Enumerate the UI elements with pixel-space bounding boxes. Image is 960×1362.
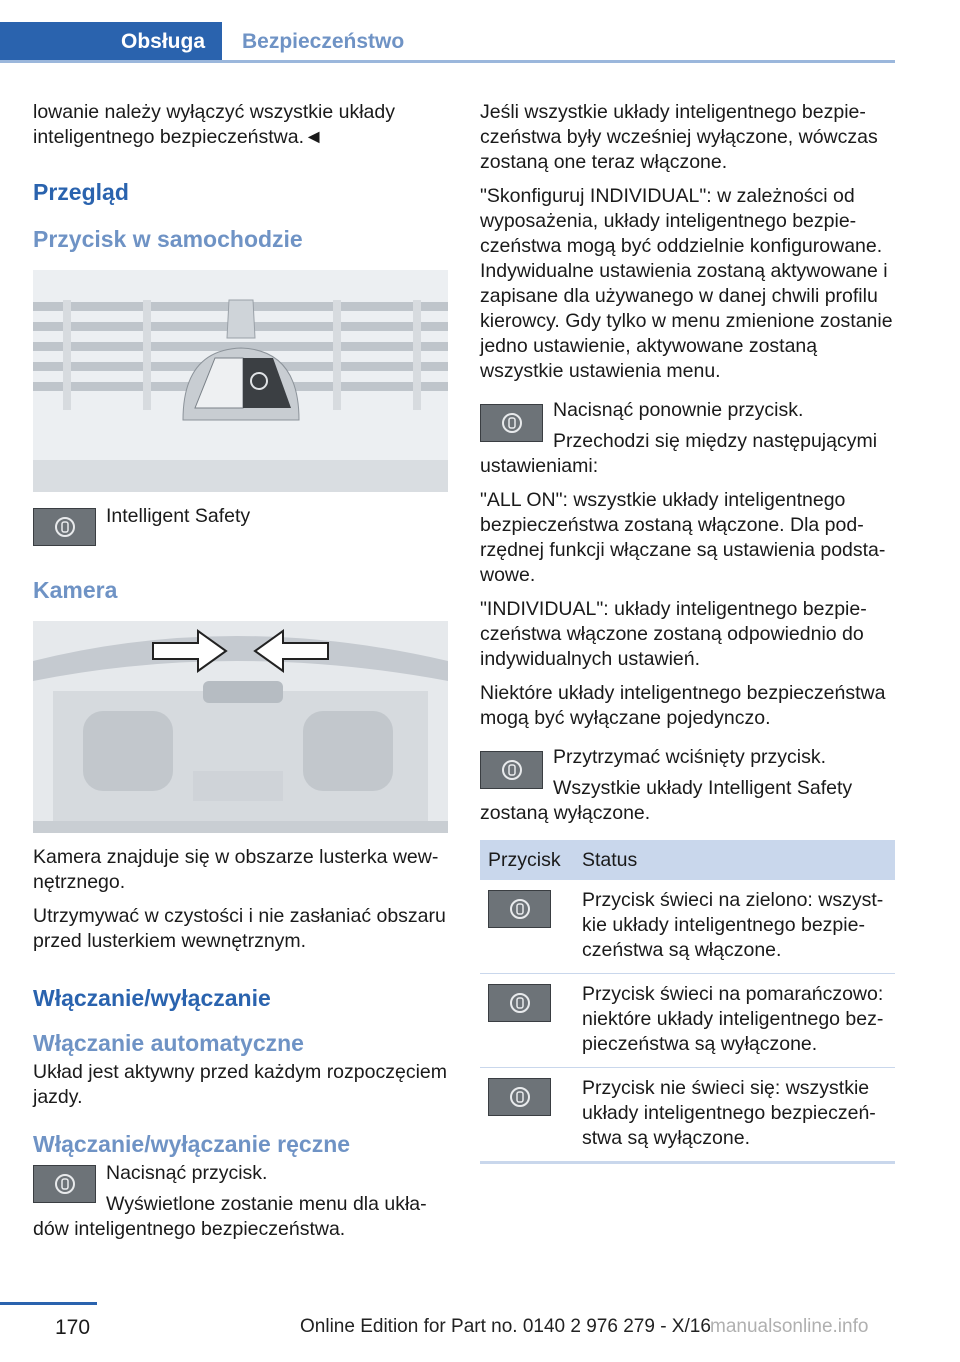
- table-row: [480, 1068, 895, 1163]
- intelligent-safety-button-orange: [488, 984, 551, 1022]
- right-paragraph-1: Jeśli wszystkie układy inteligentnego bezpieczeństwa były wcześniej wyłączone, wówczas zostaną one teraz włączone.: [480, 101, 878, 173]
- button-cell: [480, 974, 574, 1068]
- intelligent-safety-icon: [501, 412, 523, 434]
- intelligent-safety-icon: [509, 992, 531, 1014]
- intelligent-safety-caption: Intelligent Safety: [106, 505, 251, 527]
- page-number: 170: [55, 1316, 91, 1339]
- intelligent-safety-button[interactable]: [480, 404, 543, 442]
- header-bar: [0, 0, 960, 64]
- hold-button-text: Przytrzymać wciśnięty przycisk.: [553, 746, 827, 768]
- camera-figure: [33, 621, 448, 833]
- intelligent-safety-icon: [54, 516, 76, 538]
- table-row: [480, 974, 895, 1068]
- heading-wlaczanie-reczne: Włączanie/wyłączanie ręczne: [33, 1131, 351, 1157]
- footer-edition: Online Edition for Part no. 0140 2 976 279 - X/16: [300, 1316, 711, 1337]
- dashboard-vents-illustration: [33, 270, 448, 492]
- right-paragraph-3: "ALL ON": wszystkie układy inteligentnego bezpieczeństwa zostaną włączone. Dla podrzędnej funkcji włączane są ustawienia podstawowe.: [480, 489, 886, 586]
- manual-step-2: Wyświetlone zostanie menu dla układów inteligentnego bezpieczeństwa.: [33, 1193, 427, 1240]
- heading-przycisk: Przycisk w samochodzie: [33, 226, 303, 252]
- tab-bezpieczenstwo[interactable]: Bezpieczeństwo: [242, 30, 405, 53]
- status-cell: Przycisk świeci na pomarańczowo: niektóre układy inteligentnego bezpieczeństwa są wyłączone.: [574, 974, 895, 1068]
- status-table: [480, 840, 895, 1164]
- heading-wlaczanie-automatyczne: Włączanie automatyczne: [33, 1030, 304, 1056]
- status-cell: Przycisk nie świeci się: wszystkie układy inteligentnego bezpieczeństwa są wyłączone.: [574, 1068, 895, 1163]
- car-button-figure: [33, 270, 448, 492]
- intelligent-safety-button-green: [488, 890, 551, 928]
- status-cell: Przycisk świeci na zielono: wszystkie układy inteligentnego bezpieczeństwa są włączone.: [574, 880, 895, 974]
- auto-paragraph: Układ jest aktywny przed każdym rozpoczęciem jazdy.: [33, 1061, 447, 1108]
- manual-toggle-row: [33, 1161, 448, 1242]
- interior-camera-illustration: [33, 621, 448, 833]
- tab-obsluga[interactable]: Obsługa: [0, 22, 222, 62]
- column-header-status: Status: [574, 840, 895, 880]
- heading-kamera: Kamera: [33, 577, 118, 603]
- manual-step-1: Nacisnąć przycisk.: [106, 1162, 268, 1184]
- button-cell: [480, 1068, 574, 1163]
- intelligent-safety-icon: [509, 898, 531, 920]
- all-off-text: Wszystkie układy Intelligent Safety zostaną wyłączone.: [480, 777, 853, 824]
- right-column: [480, 100, 895, 1164]
- table-row: [480, 880, 895, 974]
- watermark: manualsonline.info: [710, 1316, 869, 1337]
- right-paragraph-2: "Skonfiguruj INDIVIDUAL": w zależności od wyposażenia, układy inteligentnego bezpieczeństwa mogą być oddzielnie konfigurowane. Indywidualne ustawienia zostaną aktywowane i zapisane dla używanego w danej chwili profilu kierowcy. Gdy tylko w menu zmienione zostanie jedno ustawienie, aktywowane zostaną wszystkie ustawienia menu.: [480, 185, 893, 382]
- intelligent-safety-icon: [54, 1173, 76, 1195]
- left-column: [33, 100, 448, 1251]
- press-again-row: [480, 398, 895, 479]
- intelligent-safety-icon: [501, 759, 523, 781]
- header-divider: [0, 60, 895, 63]
- kamera-paragraph-1: Kamera znajduje się w obszarze lusterka wewnętrznego.: [33, 846, 439, 893]
- right-paragraph-4: "INDIVIDUAL": układy inteligentnego bezpieczeństwa włączone zostaną odpowiednio do indywidualnych ustawień.: [480, 598, 867, 670]
- intelligent-safety-button[interactable]: [33, 508, 96, 546]
- hold-button-row: [480, 745, 895, 826]
- kamera-paragraph-2: Utrzymywać w czystości i nie zasłaniać obszaru przed lusterkiem wewnętrznym.: [33, 905, 446, 952]
- intro-text: lowanie należy wyłączyć wszystkie układy inteligentnego bezpieczeństwa.◄: [33, 101, 395, 148]
- intelligent-safety-button-off: [488, 1078, 551, 1116]
- intelligent-safety-button[interactable]: [33, 1165, 96, 1203]
- intelligent-safety-row: [33, 504, 448, 554]
- footer-divider: [0, 1302, 97, 1305]
- heading-wlaczanie: Włączanie/wyłączanie: [33, 985, 271, 1011]
- press-again-text: Nacisnąć ponownie przycisk.: [553, 399, 804, 421]
- button-cell: [480, 880, 574, 974]
- heading-przeglad: Przegląd: [33, 179, 129, 205]
- status-table-header: [480, 840, 895, 880]
- intelligent-safety-icon: [509, 1086, 531, 1108]
- column-header-przycisk: Przycisk: [480, 840, 574, 880]
- cycle-settings-text: Przechodzi się między następującymi ustawieniami:: [480, 430, 878, 477]
- intelligent-safety-button[interactable]: [480, 751, 543, 789]
- right-paragraph-5: Niektóre układy inteligentnego bezpieczeństwa mogą być wyłączane pojedynczo.: [480, 682, 886, 729]
